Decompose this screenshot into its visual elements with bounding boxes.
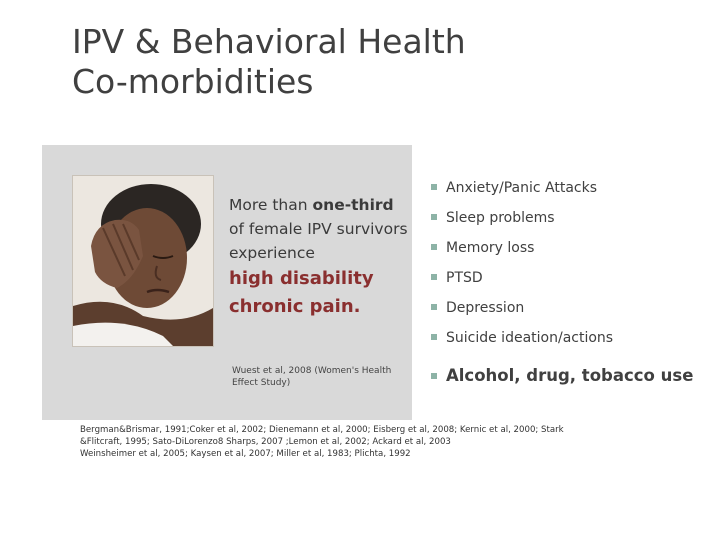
callout-lead-post: of female IPV survivors experience xyxy=(229,220,408,262)
reference-line: Bergman&Brismar, 1991;Coker et al, 2002; Dienemann et al, 2000; Eisberg et al, 2008; Kernic et al, 2000; Stark xyxy=(80,425,564,435)
list-item-label: Anxiety/Panic Attacks xyxy=(446,180,598,196)
list-item xyxy=(430,296,715,326)
callout-accent-line-1: high disability xyxy=(229,268,374,289)
reference-line: Weinsheimer et al, 2005; Kaysen et al, 2007; Miller et al, 1983; Plichta, 1992 xyxy=(80,449,411,459)
square-bullet-icon xyxy=(431,184,437,190)
woman-photo xyxy=(72,175,214,347)
list-item-label: Depression xyxy=(446,300,525,316)
comorbidity-list xyxy=(430,176,715,394)
list-item-emphasis xyxy=(430,364,715,394)
list-item-label: Sleep problems xyxy=(446,210,555,226)
list-item-label: Alcohol, drug, tobacco use xyxy=(446,366,694,385)
list-item xyxy=(430,176,715,206)
callout-lead-pre: More than xyxy=(229,196,313,214)
square-bullet-icon xyxy=(431,244,437,250)
square-bullet-icon xyxy=(431,304,437,310)
references xyxy=(80,424,690,460)
square-bullet-icon xyxy=(431,334,437,340)
square-bullet-icon xyxy=(431,373,437,379)
callout-accent-line-2: chronic pain. xyxy=(229,296,361,317)
square-bullet-icon xyxy=(431,274,437,280)
list-item xyxy=(430,206,715,236)
callout-lead-bold: one-third xyxy=(312,196,394,214)
list-item xyxy=(430,266,715,296)
callout-lead xyxy=(229,193,409,265)
small-citation: Wuest et al, 2008 (Women's Health Effect Study) xyxy=(232,366,392,388)
list-item-label: Memory loss xyxy=(446,240,535,256)
list-item-label: Suicide ideation/actions xyxy=(446,330,614,346)
reference-line: &Flitcraft, 1995; Sato-DiLorenzo8 Sharps, 2007 ;Lemon et al, 2002; Ackard et al, 2003 xyxy=(80,437,451,447)
square-bullet-icon xyxy=(431,214,437,220)
list-item xyxy=(430,326,715,356)
list-item xyxy=(430,236,715,266)
callout-text xyxy=(229,193,409,321)
title-line-1: IPV & Behavioral Health xyxy=(72,22,466,61)
title-line-2: Co-morbidities xyxy=(72,62,314,101)
slide-title xyxy=(72,22,672,102)
list-item-label: PTSD xyxy=(446,270,483,286)
